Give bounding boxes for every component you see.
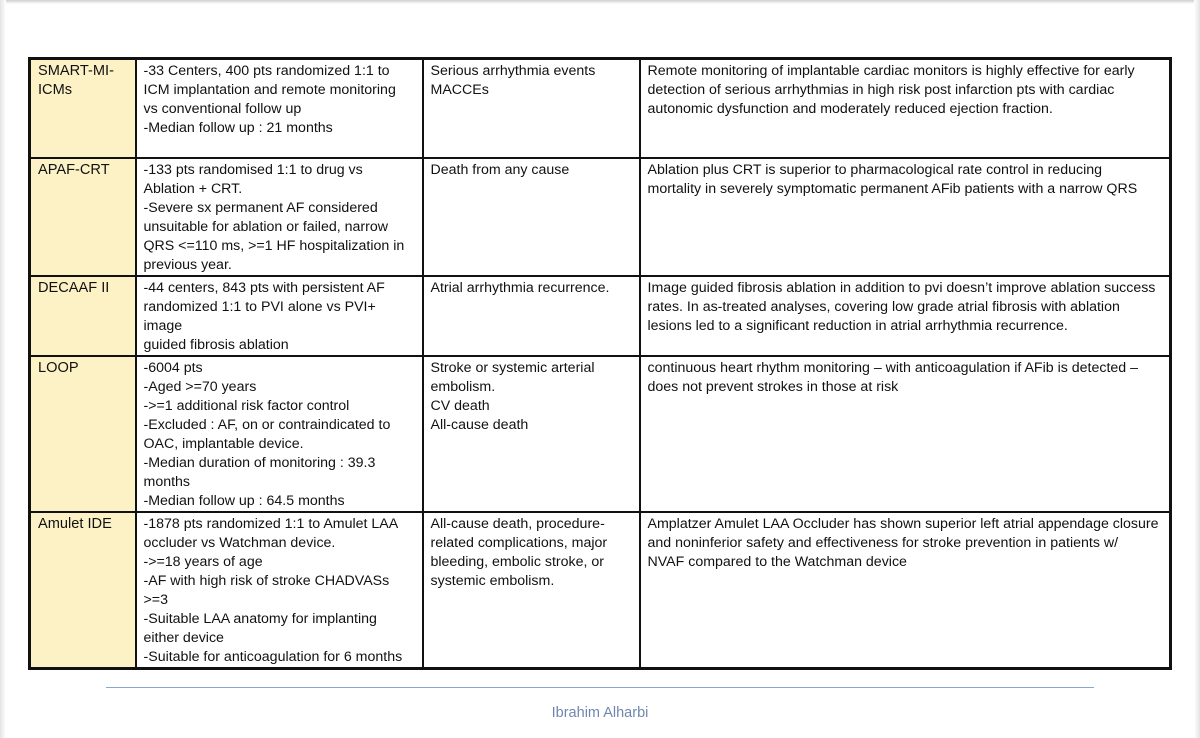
trial-design-cell: -133 pts randomised 1:1 to drug vs Ablation + CRT. -Severe sx permanent AF considered unsuitable for ablation or failed, narrow QRS <=110 ms, >=1 HF hospitalization in previous year. <box>136 158 423 276</box>
table-row <box>30 356 1171 512</box>
trial-name-cell: LOOP <box>30 356 136 512</box>
page-right-shadow <box>1194 0 1200 738</box>
page-top-edge <box>0 0 1200 4</box>
trial-name-cell: SMART-MI- ICMs <box>30 59 136 158</box>
footer-author: Ibrahim Alharbi <box>551 705 649 721</box>
trial-endpoint-cell: All-cause death, procedure- related complications, major bleeding, embolic stroke, or systemic embolism. <box>423 512 640 669</box>
trial-name-cell: APAF-CRT <box>30 158 136 276</box>
table-row <box>30 276 1171 356</box>
table-row <box>30 59 1171 158</box>
trial-endpoint-cell: Stroke or systemic arterial embolism. CV death All-cause death <box>423 356 640 512</box>
trial-name-cell: Amulet IDE <box>30 512 136 669</box>
footer-divider <box>106 687 1094 688</box>
trials-table <box>28 57 1172 670</box>
trial-conclusion-cell: continuous heart rhythm monitoring – with anticoagulation if AFib is detected – does not prevent strokes in those at risk <box>640 356 1171 512</box>
page-left-shadow <box>0 0 6 738</box>
trial-design-cell: -33 Centers, 400 pts randomized 1:1 to ICM implantation and remote monitoring vs conventional follow up -Median follow up : 21 months <box>136 59 423 158</box>
trial-endpoint-cell: Serious arrhythmia events MACCEs <box>423 59 640 158</box>
table-row <box>30 512 1171 669</box>
trial-design-cell: -44 centers, 843 pts with persistent AF randomized 1:1 to PVI alone vs PVI+ image guided fibrosis ablation <box>136 276 423 356</box>
trial-conclusion-cell: Amplatzer Amulet LAA Occluder has shown superior left atrial appendage closure and noninferior safety and effectiveness for stroke prevention in patients w/ NVAF compared to the Watchman device <box>640 512 1171 669</box>
trial-conclusion-cell: Ablation plus CRT is superior to pharmacological rate control in reducing mortality in severely symptomatic permanent AFib patients with a narrow QRS <box>640 158 1171 276</box>
trial-conclusion-cell: Remote monitoring of implantable cardiac monitors is highly effective for early detection of serious arrhythmias in high risk post infarction pts with cardiac autonomic dysfunction and moderately reduced ejection fraction. <box>640 59 1171 158</box>
trial-endpoint-cell: Death from any cause <box>423 158 640 276</box>
trial-design-cell: -6004 pts -Aged >=70 years ->=1 additional risk factor control -Excluded : AF, on or contraindicated to OAC, implantable device. -Median duration of monitoring : 39.3 months -Median follow up : 64.5 months <box>136 356 423 512</box>
trial-conclusion-cell: Image guided fibrosis ablation in addition to pvi doesn’t improve ablation success rates. In as-treated analyses, covering low grade atrial fibrosis with ablation lesions led to a significant reduction in atrial arrhythmia recurrence. <box>640 276 1171 356</box>
trial-name-cell: DECAAF II <box>30 276 136 356</box>
trial-design-cell: -1878 pts randomized 1:1 to Amulet LAA occluder vs Watchman device. ->=18 years of age -AF with high risk of stroke CHADVASs >=3 -Suitable LAA anatomy for implanting either device -Suitable for anticoagulation for 6 months <box>136 512 423 669</box>
table-row <box>30 158 1171 276</box>
trial-endpoint-cell: Atrial arrhythmia recurrence. <box>423 276 640 356</box>
